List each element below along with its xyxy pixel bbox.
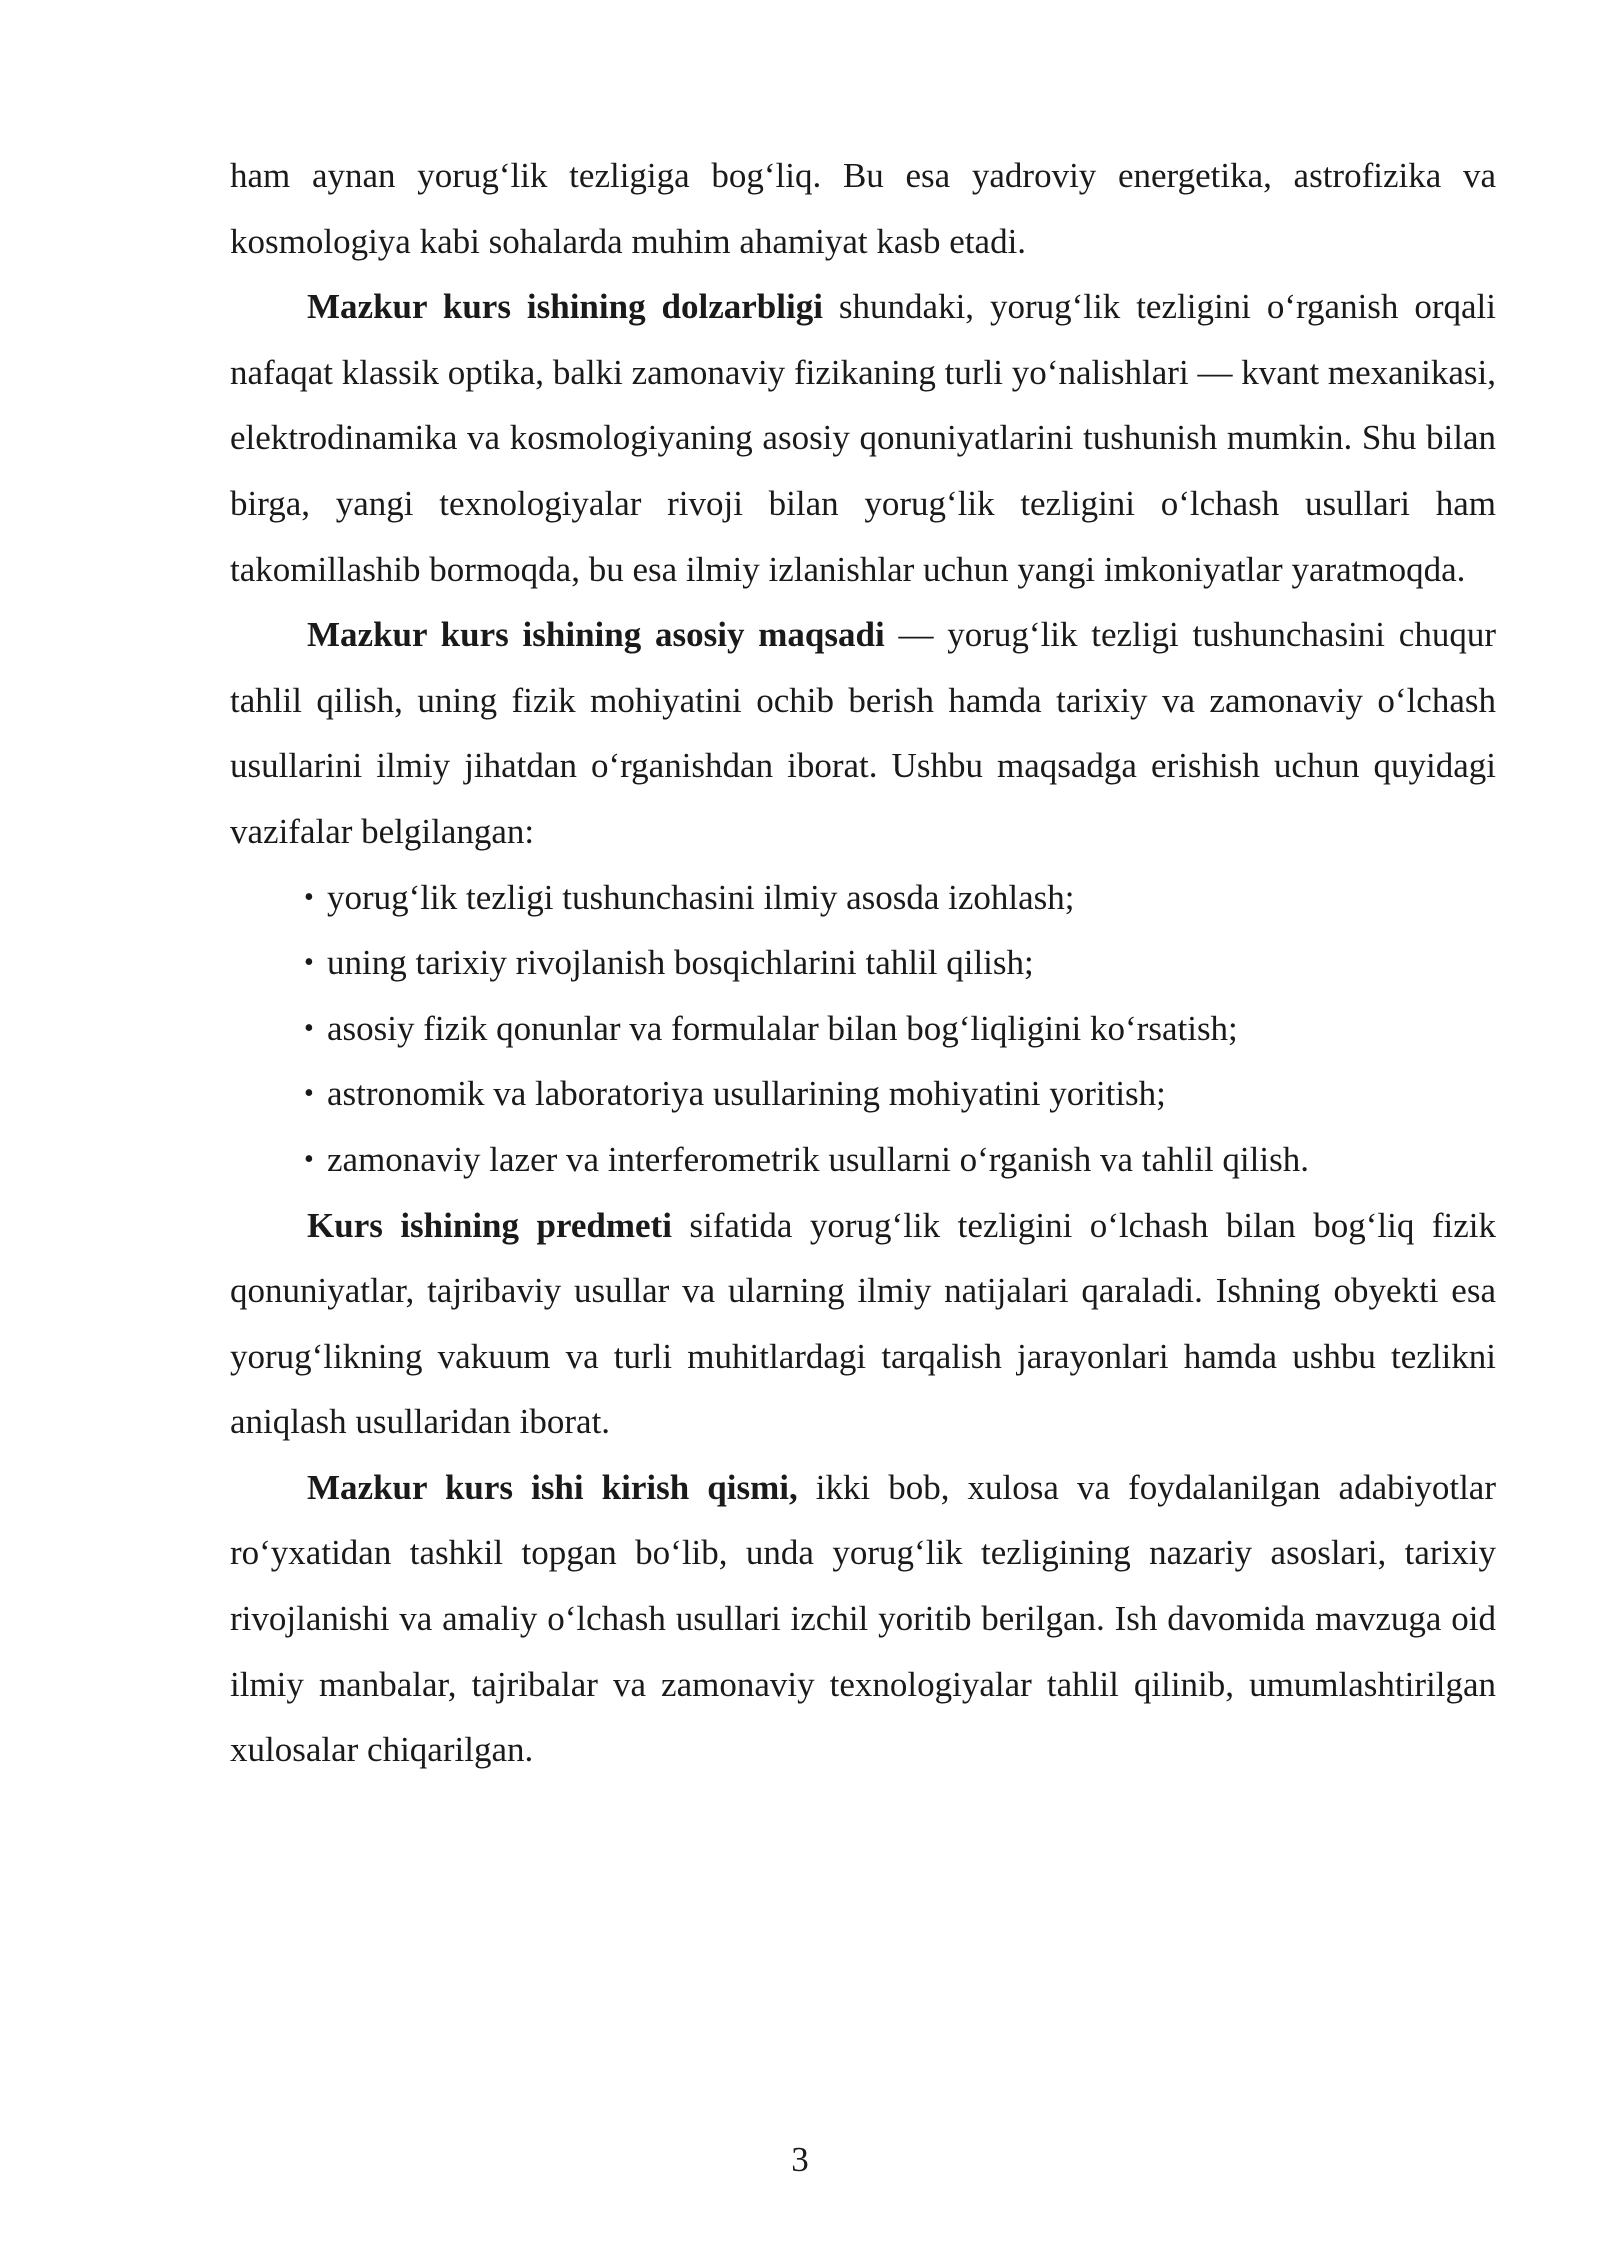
paragraph-continuation — [230, 143, 1496, 274]
paragraph-structure — [230, 1455, 1496, 1783]
list-item — [230, 930, 1496, 996]
bullet-icon: • — [304, 1078, 314, 1110]
paragraph-text: — yorug‘lik tezligi tushunchasini chuqur tahlil qilish, uning fizik mohiyatini ochib berish hamda tarixiy va zamonaviy o‘lchash usullarini ilmiy jihatdan o‘rganishdan iborat. Ushbu maqsadga erishish uchun quyidagi vazifalar belgilangan: — [230, 615, 1496, 851]
bullet-icon: • — [304, 947, 314, 979]
paragraph-text: shundaki, yorug‘lik tezligini o‘rganish orqali nafaqat klassik optika, balki zamonaviy fizikaning turli yo‘nalishlari — kvant mexanikasi, elektrodinamika va kosmologiyaning asosiy qonuniyatlarini tushunish mumkin. Shu bilan birga, yangi texnologiyalar rivoji bilan yorug‘lik tezligini o‘lchash usullari ham takomillashib bormoqda, bu esa ilmiy izlanishlar uchun yangi imkoniyatlar yaratmoqda. — [230, 287, 1497, 589]
paragraph-lead: Mazkur kurs ishining asosiy maqsadi — [307, 615, 885, 655]
list-item — [230, 865, 1496, 931]
list-item — [230, 1061, 1496, 1127]
list-item — [230, 996, 1496, 1062]
paragraph-subject — [230, 1193, 1496, 1455]
paragraph-goal — [230, 602, 1496, 864]
bullet-icon: • — [304, 1012, 314, 1044]
paragraph-relevance — [230, 274, 1496, 602]
list-item-text: yorug‘lik tezligi tushunchasini ilmiy asosda izohlash; — [327, 877, 1075, 917]
paragraph-lead: Kurs ishining predmeti — [307, 1205, 672, 1245]
paragraph-lead: Mazkur kurs ishining dolzarbligi — [307, 287, 823, 327]
bullet-icon: • — [304, 1143, 314, 1175]
list-item-text: uning tarixiy rivojlanish bosqichlarini tahlil qilish; — [327, 943, 1034, 983]
paragraph-text: ham aynan yorug‘lik tezligiga bog‘liq. Bu esa yadroviy energetika, astrofizika va kosmologiya kabi sohalarda muhim ahamiyat kasb etadi. — [230, 156, 1496, 261]
list-item-text: zamonaviy lazer va interferometrik usullarni o‘rganish va tahlil qilish. — [327, 1139, 1309, 1179]
list-item-text: asosiy fizik qonunlar va formulalar bilan bog‘liqligini ko‘rsatish; — [327, 1008, 1238, 1048]
paragraph-text: sifatida yorug‘lik tezligini o‘lchash bilan bog‘liq fizik qonuniyatlar, tajribaviy usullar va ularning ilmiy natijalari qaraladi. Ishning obyekti esa yorug‘likning vakuum va turli muhitlardagi tarqalish jarayonlari hamda ushbu tezlikni aniqlash usullaridan iborat. — [230, 1205, 1496, 1442]
list-item-text: astronomik va laboratoriya usullarining mohiyatini yoritish; — [327, 1074, 1166, 1114]
list-item — [230, 1127, 1496, 1193]
page-content — [230, 143, 1496, 1783]
paragraph-text: ikki bob, xulosa va foydalanilgan adabiyotlar ro‘yxatidan tashkil topgan bo‘lib, unda yorug‘lik tezligining nazariy asoslari, tarixiy rivojlanishi va amaliy o‘lchash usullari izchil yoritib berilgan. Ish davomida mavzuga oid ilmiy manbalar, tajribalar va zamonaviy texnologiyalar tahlil qilinib, umumlashtirilgan xulosalar chiqarilgan. — [230, 1467, 1496, 1770]
task-list — [230, 865, 1496, 1193]
page-number: 3 — [791, 2140, 809, 2179]
bullet-icon: • — [304, 881, 314, 913]
paragraph-lead: Mazkur kurs ishi kirish qismi, — [307, 1467, 798, 1507]
